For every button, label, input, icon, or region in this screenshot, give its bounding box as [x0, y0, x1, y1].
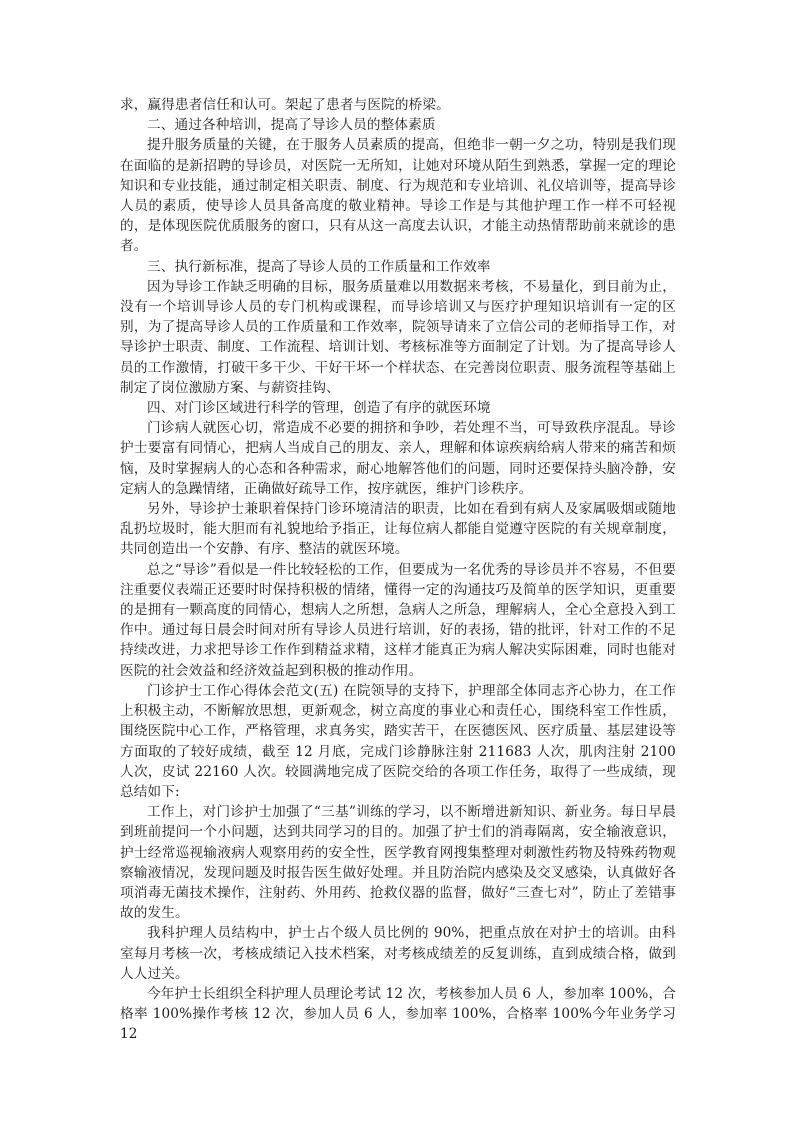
paragraph: 我科护理人员结构中，护士占个级人员比例的 90%，把重点放在对护士的培训。由科室每月考核一次，考核成绩记入技术档案，对考核成绩差的反复训练，直到成绩合格，做到人人过关。	[120, 925, 676, 982]
paragraph: 门诊病人就医心切，常造成不必要的拥挤和争吵，若处理不当，可导致秩序混乱。导诊护士要富有同情心，把病人当成自己的朋友、亲人，理解和体谅疾病给病人带来的痛苦和烦恼，及时掌握病人的心态和各种需求，耐心地解答他们的问题，同时还要保持头脑冷静，安定病人的急躁情绪，正确做好疏导工作，按序就医，维护门诊秩序。	[120, 420, 676, 497]
section-heading: 四、对门诊区域进行科学的管理，创造了有序的就医环境	[147, 400, 491, 417]
document-body	[120, 95, 676, 1045]
paragraph: 提升服务质量的关键，在于服务人员素质的提高，但绝非一朝一夕之功，特别是我们现在面临的是新招聘的导诊员，对医院一无所知，让她对环境从陌生到熟悉，掌握一定的理论知识和专业技能，通过制定相关职责、制度、行为规范和专业培训、礼仪培训等，提高导诊人员的素质，使导诊人员具备高度的敬业精神。导诊工作是与其他护理工作一样不可轻视的，是体现医院优质服务的窗口，只有从这一高度去认识，才能主动热情帮助前来就诊的患者。	[120, 137, 676, 255]
section-heading: 三、执行新标准，提高了导诊人员的工作质量和工作效率	[147, 258, 491, 275]
paragraph: 求，赢得患者信任和认可。架起了患者与医院的桥梁。	[120, 97, 450, 113]
paragraph: 门诊护士工作心得体会范文(五) 在院领导的支持下，护理部全体同志齐心协力，在工作上积极主动，不断解放思想，更新观念，树立高度的事业心和责任心，围绕科室工作性质，围绕医院中心工作，严格管理，求真务实，踏实苦干，在医德医风、医疗质量、基层建设等方面取的了较好成绩，截至 12 月底，完成门诊静脉注射 211683 人次，肌肉注射 2100 人次，皮试 22160 人次。较圆满地完成了医院交给的各项工作任务，取得了一些成绩，现总结如下:	[120, 682, 676, 800]
paragraph: 工作上，对门诊护士加强了“三基”训练的学习，以不断增进新知识、新业务。每日早晨到班前提问一个小问题，达到共同学习的目的。加强了护士们的消毒隔离，安全输液意识，护士经常巡视输液病人观察用药的安全性，医学教育网搜集整理对刺激性药物及特殊药物观察输液情况，发现问题及时报告医生做好处理。并且防治院内感染及交叉感染，认真做好各项消毒无菌技术操作，注射药、外用药、抢救仪器的监督，做好“三查七对”，防止了差错事故的发生。	[120, 804, 676, 922]
section-heading: 二、通过各种培训，提高了导诊人员的整体素质	[147, 117, 436, 134]
paragraph: 总之“导诊”看似是一件比较轻松的工作，但要成为一名优秀的导诊员并不容易，不但要注重要仪表端正还要时时保持积极的情绪，懂得一定的沟通技巧及简单的医学知识，更重要的是拥有一颗高度的同情心，想病人之所想，急病人之所急，理解病人，全心全意投入到工作中。通过每日晨会时间对所有导诊人员进行培训，好的表扬，错的批评，针对工作的不足持续改进，力求把导诊工作作到精益求精，这样才能真正为病人解决实际困难，同时也能对医院的社会效益和经济效益起到积极的推动作用。	[120, 561, 676, 679]
paragraph: 今年护士长组织全科护理人员理论考试 12 次，考核参加人员 6 人，参加率 100%，合格率 100%操作考核 12 次，参加人员 6 人，参加率 100%，合格率 100%今年业务学习 12	[120, 985, 676, 1043]
paragraph: 另外，导诊护士兼职着保持门诊环境清洁的职责，比如在看到有病人及家属吸烟或随地乱扔垃圾时，能大胆而有礼貌地给予指正，让每位病人都能自觉遵守医院的有关规章制度，共同创造出一个安静、有序、整洁的就医环境。	[120, 501, 676, 558]
paragraph: 因为导诊工作缺乏明确的目标，服务质量难以用数据来考核，不易量化，到目前为止，没有一个培训导诊人员的专门机构或课程，而导诊培训又与医疗护理知识培训有一定的区别，为了提高导诊人员的工作质量和工作效率，院领导请来了立信公司的老师指导工作，对导诊护士职责、制度、工作流程、培训计划、考核标准等方面制定了计划。为了提高导诊人员的工作激情，打破干多干少、干好干坏一个样状态、在完善岗位职责、服务流程等基础上制定了岗位激励方案、与薪资挂钩、	[120, 278, 676, 396]
